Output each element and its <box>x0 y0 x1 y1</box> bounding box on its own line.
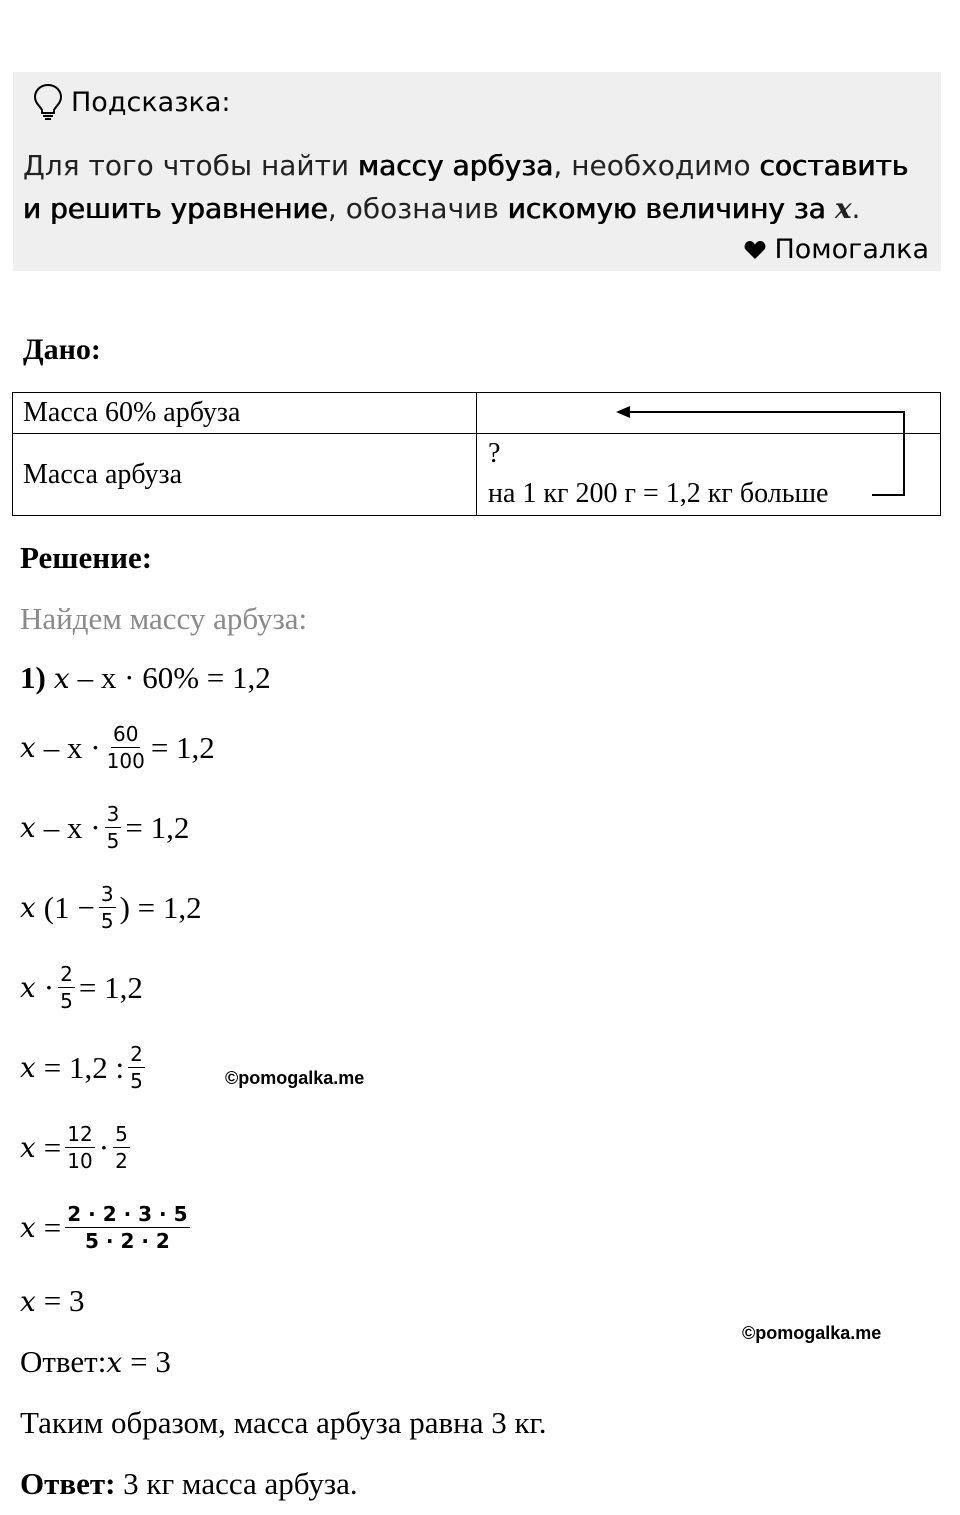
fraction: $\frac{3}{5}$ <box>106 802 120 853</box>
equation-line-6: x = 1,2 : $\frac{2}{5}$ <box>20 1042 143 1093</box>
brand-name: Помогалка <box>774 234 929 265</box>
row2-note: на 1 кг 200 г = 1,2 кг больше <box>488 478 829 509</box>
equation-line-5: x · $\frac{2}{5}$ = 1,2 <box>20 962 143 1013</box>
row1-label: Масса 60% арбуза <box>13 393 477 434</box>
fraction: $\frac{2}{5}$ <box>60 962 73 1013</box>
row2-question: ? <box>488 438 501 469</box>
watermark: ©pomogalka.me <box>742 1323 882 1343</box>
final-answer: Ответ: 3 кг масса арбуза. <box>20 1466 358 1501</box>
lightbulb-icon <box>33 83 63 121</box>
row1-value <box>477 393 941 434</box>
hint-box <box>13 72 941 271</box>
fraction: $\frac{2 \cdot 2 \cdot 3 \cdot 5}{5 \cdot 2 \cdot 2}$ <box>67 1202 188 1253</box>
fraction: $\frac{5}{2}$ <box>115 1122 128 1173</box>
given-heading: Дано: <box>23 333 101 366</box>
equation-line-3: x – x · $\frac{3}{5}$ = 1,2 <box>20 802 190 853</box>
equation-line-8: x = $\frac{2 \cdot 2 \cdot 3 \cdot 5}{5 \cdot 2 \cdot 2}$ <box>20 1202 188 1253</box>
fraction: $\frac{3}{5}$ <box>100 882 114 933</box>
equation-line-2: x – x · $\frac{60}{100}$ = 1,2 <box>20 722 215 773</box>
fraction: $\frac{60}{100}$ <box>106 722 145 773</box>
fraction: $\frac{2}{5}$ <box>130 1042 143 1093</box>
fraction: $\frac{12}{10}$ <box>67 1122 93 1173</box>
answer-equation: Ответ: x = 3 <box>20 1344 171 1379</box>
equation-line-9: x = 3 <box>20 1283 85 1318</box>
equation-line-4: x (1 − $\frac{3}{5}$ ) = 1,2 <box>20 882 202 933</box>
watermark: ©pomogalka.me <box>225 1068 365 1088</box>
equation-line-7: x = $\frac{12}{10}$ · $\frac{5}{2}$ <box>20 1122 128 1173</box>
table-row <box>13 393 941 434</box>
equation-line-1: 1) x – x · 60% = 1,2 <box>20 660 271 695</box>
hint-header <box>33 82 231 122</box>
row2-label: Масса арбуза <box>13 434 477 516</box>
solution-intro: Найдем массу арбуза: <box>20 601 308 636</box>
brand-signature <box>744 234 929 265</box>
conclusion-text: Таким образом, масса арбуза равна 3 кг. <box>20 1405 547 1440</box>
heart-icon <box>744 240 766 260</box>
hint-text: Для того чтобы найти массу арбуза, необходимо составить и решить уравнение, обозначив искомую величину за 𝒙. <box>23 149 909 225</box>
solution-heading: Решение: <box>20 540 153 575</box>
hint-title: Подсказка: <box>71 86 231 118</box>
